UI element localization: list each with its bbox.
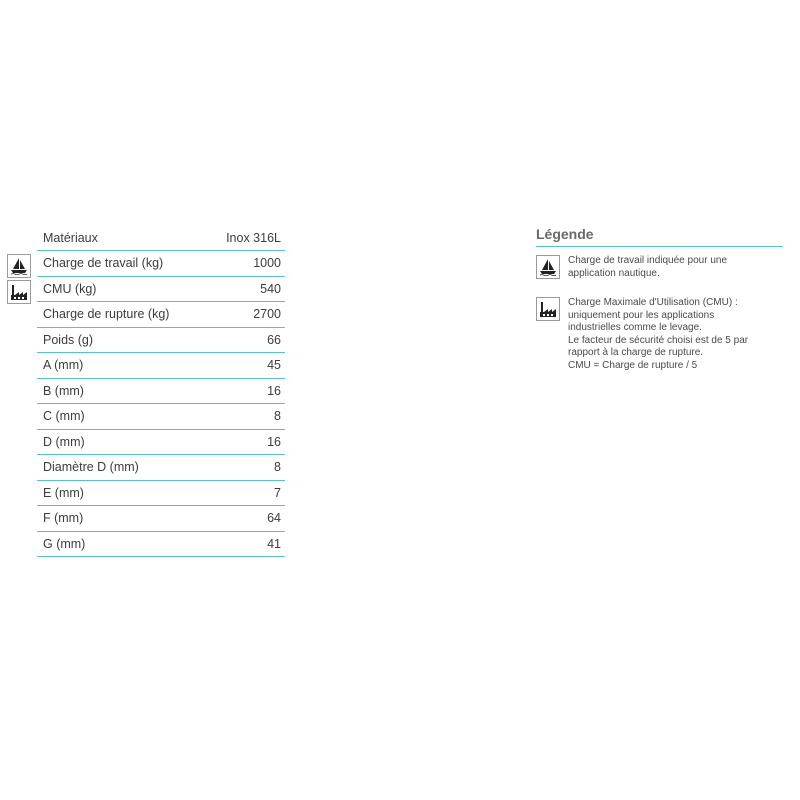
row-label: Charge de rupture (kg) xyxy=(43,307,170,322)
row-value: 66 xyxy=(267,332,281,347)
row-label: CMU (kg) xyxy=(43,281,97,296)
table-row xyxy=(37,328,285,354)
row-label: Poids (g) xyxy=(43,332,94,347)
row-label: G (mm) xyxy=(43,536,86,551)
row-label: D (mm) xyxy=(43,434,85,449)
row-value: 41 xyxy=(267,536,281,551)
row-value: 16 xyxy=(267,434,281,449)
legend-title: Légende xyxy=(536,226,783,247)
row-label: Charge de travail (kg) xyxy=(43,256,164,271)
table-row xyxy=(37,251,285,277)
table-row xyxy=(37,379,285,405)
row-value: Inox 316L xyxy=(226,231,281,245)
table-row xyxy=(37,481,285,507)
row-value: 45 xyxy=(267,358,281,373)
row-value: 540 xyxy=(260,281,281,296)
row-value: 2700 xyxy=(253,307,281,322)
factory-icon xyxy=(536,297,560,321)
factory-icon xyxy=(7,280,31,304)
legend-item-industrial xyxy=(536,297,783,372)
row-value: 1000 xyxy=(253,256,281,271)
table-row xyxy=(37,404,285,430)
table-row xyxy=(37,532,285,558)
table-row xyxy=(37,277,285,303)
row-value: 8 xyxy=(274,409,281,424)
row-label: C (mm) xyxy=(43,409,85,424)
row-value: 7 xyxy=(274,485,281,500)
row-label: E (mm) xyxy=(43,485,84,500)
row-value: 8 xyxy=(274,460,281,475)
row-label: A (mm) xyxy=(43,358,84,373)
table-row xyxy=(37,302,285,328)
row-label: B (mm) xyxy=(43,383,84,398)
row-icons xyxy=(7,254,33,306)
table-row xyxy=(37,455,285,481)
legend-item-nautical xyxy=(536,255,783,281)
legend-panel xyxy=(536,226,783,388)
row-label: Matériaux xyxy=(43,231,98,245)
sailboat-icon xyxy=(536,255,560,279)
row-value: 64 xyxy=(267,511,281,526)
row-label: Diamètre D (mm) xyxy=(43,460,139,475)
row-value: 16 xyxy=(267,383,281,398)
legend-text: Charge Maximale d'Utilisation (CMU) : uniquement pour les applications industrielles comme le levage. Le facteur de sécurité choisi est de 5 par rapport à la charge de rupture. CMU = Charge de rupture / 5 xyxy=(568,297,749,371)
table-row xyxy=(37,353,285,379)
spec-table xyxy=(37,226,285,557)
legend-text: Charge de travail indiquée pour une application nautique. xyxy=(568,255,727,279)
table-row xyxy=(37,226,285,251)
table-row xyxy=(37,506,285,532)
sailboat-icon xyxy=(7,254,31,278)
table-row xyxy=(37,430,285,456)
row-label: F (mm) xyxy=(43,511,84,526)
